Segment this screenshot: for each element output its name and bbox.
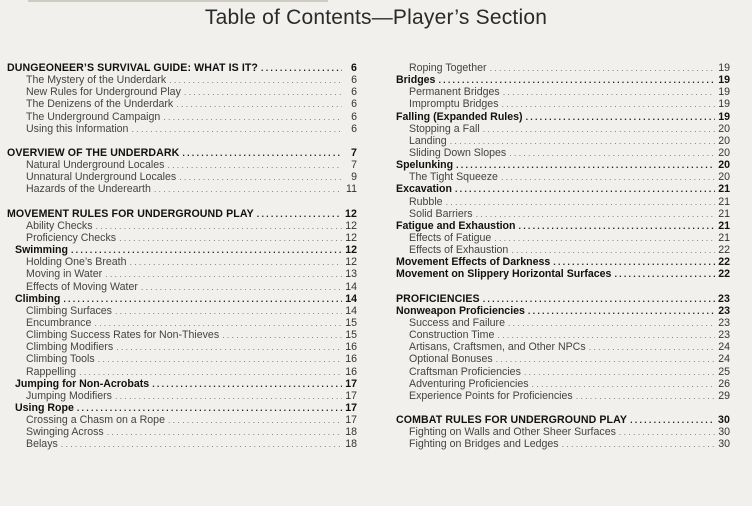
toc-entry-section[interactable] [396, 159, 730, 171]
dot-leader [63, 293, 342, 305]
dot-leader [131, 123, 342, 135]
toc-spacer [396, 281, 730, 293]
dot-leader [526, 111, 715, 123]
toc-entry-label: Artisans, Craftsmen, and Other NPCs [409, 341, 586, 354]
toc-entry-sub[interactable] [7, 123, 357, 135]
toc-entry-label: PROFICIENCIES [396, 292, 480, 305]
toc-entry-sub[interactable] [396, 232, 730, 244]
toc-entry-page-number: 6 [351, 110, 357, 123]
toc-entry-page-number: 12 [345, 256, 357, 269]
toc-entry-page-number: 21 [718, 207, 730, 220]
top-rule [28, 0, 328, 2]
toc-entry-sub[interactable] [396, 98, 730, 110]
toc-entry-page-number: 16 [345, 341, 357, 354]
toc-entry-page-number: 6 [351, 122, 357, 135]
dot-leader [176, 98, 342, 110]
toc-entry-sub[interactable] [7, 256, 357, 268]
toc-entry-page-number: 15 [345, 316, 357, 329]
toc-entry-label: Using this Information [26, 122, 129, 135]
toc-entry-sub[interactable] [7, 74, 357, 86]
toc-entry-label: Hazards of the Underearth [26, 183, 151, 196]
dot-leader [446, 196, 715, 208]
toc-entry-page-number: 20 [718, 122, 730, 135]
toc-entry-label: Effects of Moving Water [26, 280, 138, 293]
dot-leader [483, 123, 715, 135]
toc-entry-label: Rubble [409, 195, 443, 208]
toc-entry-section[interactable] [396, 256, 730, 268]
toc-entry-label: Swinging Across [26, 426, 104, 439]
toc-right-column [396, 62, 730, 451]
toc-entry-label: Movement on Slippery Horizontal Surfaces [396, 268, 612, 281]
toc-entry-page-number: 20 [718, 159, 730, 172]
dot-leader [528, 305, 715, 317]
toc-entry-label: Landing [409, 134, 447, 147]
toc-entry-page-number: 12 [345, 231, 357, 244]
dot-leader [532, 378, 715, 390]
toc-entry-label: Unnatural Underground Locales [26, 171, 177, 184]
toc-entry-label: Movement Effects of Darkness [396, 256, 551, 269]
dot-leader [116, 341, 342, 353]
toc-entry-label: DUNGEONEER’S SURVIVAL GUIDE: WHAT IS IT? [7, 62, 259, 74]
dot-leader [438, 74, 715, 86]
toc-entry-page-number: 12 [345, 244, 357, 257]
toc-entry-page-number: 20 [718, 134, 730, 147]
toc-entry-label: Bridges [396, 74, 436, 87]
dot-leader [619, 426, 715, 438]
toc-entry-page-number: 17 [345, 401, 357, 414]
toc-entry-sub[interactable] [7, 353, 357, 365]
toc-entry-label: Fatigue and Exhaustion [396, 219, 516, 232]
toc-entry-sub[interactable] [7, 366, 357, 378]
toc-entry-section[interactable] [7, 293, 357, 305]
toc-entry-page-number: 23 [718, 292, 730, 305]
dot-leader [476, 208, 715, 220]
toc-entry-page-number: 16 [345, 353, 357, 366]
toc-entry-page-number: 23 [718, 304, 730, 317]
dot-leader [511, 244, 715, 256]
dot-leader [222, 329, 342, 341]
dot-leader [154, 183, 342, 195]
toc-entry-sub[interactable] [7, 183, 357, 195]
dot-leader [169, 74, 342, 86]
toc-entry-sub[interactable] [396, 378, 730, 390]
toc-entry-sub[interactable] [7, 220, 357, 232]
toc-entry-label: Holding One’s Breath [26, 256, 127, 269]
dot-leader [167, 159, 342, 171]
toc-entry-sub[interactable] [7, 232, 357, 244]
dot-leader [179, 171, 342, 183]
toc-entry-label: Encumbrance [26, 316, 92, 329]
dot-leader [519, 220, 716, 232]
toc-entry-sub[interactable] [7, 281, 357, 293]
toc-entry-sub[interactable] [7, 111, 357, 123]
toc-entry-label: Roping Together [409, 62, 487, 74]
dot-leader [614, 268, 715, 280]
dot-leader [502, 98, 716, 110]
toc-entry-sub[interactable] [396, 438, 730, 450]
toc-entry-page-number: 6 [351, 74, 357, 87]
toc-entry-page-number: 17 [345, 377, 357, 390]
toc-entry-sub[interactable] [396, 62, 730, 74]
toc-entry-label: Effects of Fatigue [409, 231, 492, 244]
toc-entry-page-number: 19 [718, 62, 730, 74]
toc-entry-section[interactable] [396, 268, 730, 280]
toc-left-column [7, 62, 357, 451]
toc-entry-section[interactable] [7, 378, 357, 390]
toc-entry-label: Rappelling [26, 365, 77, 378]
toc-entry-label: Climbing Surfaces [26, 304, 112, 317]
toc-entry-label: Spelunking [396, 159, 454, 172]
toc-entry-section[interactable] [396, 220, 730, 232]
toc-entry-sub[interactable] [396, 123, 730, 135]
toc-entry-sub[interactable] [396, 366, 730, 378]
toc-entry-label: Falling (Expanded Rules) [396, 110, 523, 123]
toc-entry-page-number: 11 [346, 183, 357, 196]
toc-entry-label: Using Rope [15, 401, 74, 414]
dot-leader [576, 390, 715, 402]
toc-entry-page-number: 21 [718, 219, 730, 232]
toc-entry-label: Optional Bonuses [409, 353, 493, 366]
toc-entry-section[interactable] [7, 402, 357, 414]
toc-entry-label: Nonweapon Proficiencies [396, 304, 525, 317]
dot-leader [115, 305, 342, 317]
dot-leader [152, 378, 342, 390]
toc-entry-section[interactable] [7, 244, 357, 256]
toc-entry-label: Craftsman Proficiencies [409, 365, 521, 378]
toc-entry-page-number: 23 [718, 316, 730, 329]
dot-leader [261, 62, 342, 74]
toc-entry-sub[interactable] [396, 147, 730, 159]
dot-leader [503, 86, 715, 98]
toc-entry-label: Jumping Modifiers [26, 389, 112, 402]
toc-entry-page-number: 16 [345, 365, 357, 378]
toc-entry-chapter[interactable] [396, 414, 730, 426]
toc-entry-page-number: 22 [718, 268, 730, 281]
toc-entry-label: Impromptu Bridges [409, 98, 499, 111]
toc-entry-sub[interactable] [396, 208, 730, 220]
toc-entry-page-number: 14 [345, 292, 357, 305]
toc-entry-sub[interactable] [7, 414, 357, 426]
toc-entry-page-number: 17 [345, 414, 357, 427]
dot-leader [96, 220, 342, 232]
toc-entry-label: Fighting on Bridges and Ledges [409, 438, 559, 451]
toc-entry-label: Climbing Modifiers [26, 341, 114, 354]
toc-entry-sub[interactable] [7, 438, 357, 450]
toc-entry-sub[interactable] [396, 196, 730, 208]
toc-entry-sub[interactable] [7, 171, 357, 183]
toc-entry-chapter[interactable] [7, 147, 357, 159]
toc-entry-label: Effects of Exhaustion [409, 244, 509, 257]
dot-leader [98, 353, 342, 365]
toc-entry-section[interactable] [396, 305, 730, 317]
toc-entry-label: Construction Time [409, 329, 495, 342]
toc-entry-page-number: 6 [351, 98, 357, 111]
toc-spacer [7, 135, 357, 147]
toc-spacer [7, 196, 357, 208]
toc-entry-sub[interactable] [7, 341, 357, 353]
dot-leader [450, 135, 715, 147]
dot-leader [71, 244, 342, 256]
dot-leader [630, 414, 715, 426]
toc-entry-label: Climbing Tools [26, 353, 95, 366]
dot-leader [61, 438, 342, 450]
toc-entry-sub[interactable] [396, 329, 730, 341]
dot-leader [501, 171, 715, 183]
toc-entry-label: MOVEMENT RULES FOR UNDERGROUND PLAY [7, 207, 254, 220]
page-title: Table of Contents—Player’s Section [204, 6, 548, 29]
dot-leader [455, 183, 715, 195]
toc-entry-label: Adventuring Proficiencies [409, 377, 529, 390]
toc-entry-sub[interactable] [396, 390, 730, 402]
toc-entry-label: Belays [26, 438, 58, 451]
toc-entry-sub[interactable] [7, 86, 357, 98]
toc-entry-page-number: 18 [345, 426, 357, 439]
dot-leader [589, 341, 715, 353]
toc-entry-page-number: 26 [718, 377, 730, 390]
toc-entry-label: OVERVIEW OF THE UNDERDARK [7, 146, 180, 159]
dot-leader [562, 438, 715, 450]
dot-leader [168, 414, 342, 426]
toc-entry-sub[interactable] [396, 353, 730, 365]
dot-leader [119, 232, 342, 244]
toc-entry-label: Moving in Water [26, 268, 103, 281]
dot-leader [130, 256, 342, 268]
toc-entry-label: Jumping for Non-Acrobats [15, 377, 150, 390]
toc-entry-label: The Underground Campaign [26, 110, 161, 123]
dot-leader [107, 426, 342, 438]
toc-entry-page-number: 24 [718, 341, 730, 354]
toc-entry-page-number: 30 [718, 426, 730, 439]
toc-entry-page-number: 21 [718, 231, 730, 244]
toc-entry-page-number: 17 [345, 389, 357, 402]
toc-entry-label: Fighting on Walls and Other Sheer Surfaces [409, 426, 616, 439]
toc-entry-label: Climbing [15, 292, 61, 305]
dot-leader [497, 329, 715, 341]
toc-entry-sub[interactable] [7, 305, 357, 317]
dot-leader [105, 268, 342, 280]
dot-leader [79, 366, 342, 378]
toc-entry-page-number: 22 [718, 256, 730, 269]
toc-entry-label: Natural Underground Locales [26, 159, 165, 172]
toc-entry-label: Climbing Success Rates for Non-Thieves [26, 329, 220, 342]
dot-leader [163, 111, 342, 123]
toc-entry-label: COMBAT RULES FOR UNDERGROUND PLAY [396, 414, 628, 427]
toc-entry-sub[interactable] [396, 244, 730, 256]
toc-entry-label: Sliding Down Slopes [409, 146, 507, 159]
dot-leader [494, 232, 715, 244]
toc-entry-page-number: 30 [718, 414, 730, 427]
toc-entry-page-number: 30 [718, 438, 730, 451]
toc-entry-section[interactable] [396, 111, 730, 123]
dot-leader [456, 159, 715, 171]
toc-entry-label: Excavation [396, 183, 452, 196]
toc-entry-page-number: 29 [718, 389, 730, 402]
toc-entry-label: The Mystery of the Underdark [26, 74, 167, 87]
toc-entry-chapter[interactable] [7, 208, 357, 220]
dot-leader [141, 281, 342, 293]
dot-leader [509, 147, 715, 159]
toc-entry-sub[interactable] [7, 329, 357, 341]
toc-entry-label: Solid Barriers [409, 207, 473, 220]
toc-entry-sub[interactable] [7, 98, 357, 110]
toc-entry-page-number: 12 [345, 219, 357, 232]
toc-entry-sub[interactable] [7, 159, 357, 171]
toc-entry-page-number: 14 [345, 280, 357, 293]
toc-entry-section[interactable] [396, 183, 730, 195]
toc-entry-page-number: 13 [345, 268, 357, 281]
toc-entry-sub[interactable] [396, 135, 730, 147]
toc-entry-sub[interactable] [7, 268, 357, 280]
dot-leader [490, 62, 715, 74]
dot-leader [184, 86, 342, 98]
toc-entry-sub[interactable] [396, 171, 730, 183]
toc-entry-page-number: 20 [718, 146, 730, 159]
dot-leader [77, 402, 342, 414]
toc-entry-page-number: 19 [718, 110, 730, 123]
toc-entry-label: The Denizens of the Underdark [26, 98, 174, 111]
toc-entry-label: Success and Failure [409, 316, 505, 329]
dot-leader [524, 366, 715, 378]
toc-entry-chapter[interactable] [396, 293, 730, 305]
toc-entry-page-number: 22 [718, 244, 730, 257]
toc-entry-sub[interactable] [396, 317, 730, 329]
toc-entry-sub[interactable] [7, 426, 357, 438]
toc-entry-page-number: 24 [718, 353, 730, 366]
toc-entry-label: Experience Points for Proficiencies [409, 389, 573, 402]
toc-entry-label: Stopping a Fall [409, 122, 480, 135]
toc-entry-sub[interactable] [7, 317, 357, 329]
toc-entry-page-number: 23 [718, 329, 730, 342]
toc-entry-page-number: 18 [345, 438, 357, 451]
toc-entry-page-number: 15 [345, 329, 357, 342]
toc-entry-page-number: 7 [351, 159, 357, 172]
dot-leader [483, 293, 715, 305]
toc-entry-page-number: 9 [351, 171, 357, 184]
toc-entry-page-number: 12 [345, 207, 357, 220]
toc-entry-sub[interactable] [396, 426, 730, 438]
dot-leader [496, 353, 715, 365]
toc-entry-page-number: 21 [718, 195, 730, 208]
toc-entry-chapter[interactable] [7, 62, 357, 74]
toc-entry-page-number: 19 [718, 74, 730, 87]
dot-leader [182, 147, 342, 159]
dot-leader [94, 317, 342, 329]
toc-entry-page-number: 6 [351, 86, 357, 99]
toc-entry-section[interactable] [396, 74, 730, 86]
dot-leader [257, 208, 342, 220]
toc-entry-label: Permanent Bridges [409, 86, 500, 99]
toc-entry-label: Swimming [15, 244, 68, 257]
toc-entry-page-number: 21 [718, 183, 730, 196]
toc-entry-label: The Tight Squeeze [409, 171, 498, 184]
toc-entry-sub[interactable] [7, 390, 357, 402]
toc-entry-label: Proficiency Checks [26, 231, 117, 244]
toc-entry-page-number: 14 [345, 304, 357, 317]
toc-entry-page-number: 19 [718, 86, 730, 99]
toc-entry-page-number: 25 [718, 365, 730, 378]
dot-leader [508, 317, 715, 329]
toc-entry-page-number: 20 [718, 171, 730, 184]
toc-entry-sub[interactable] [396, 86, 730, 98]
toc-entry-sub[interactable] [396, 341, 730, 353]
toc-entry-label: Crossing a Chasm on a Rope [26, 414, 165, 427]
toc-entry-label: Ability Checks [26, 219, 93, 232]
toc-entry-page-number: 19 [718, 98, 730, 111]
toc-entry-page-number: 6 [351, 62, 357, 74]
toc-entry-label: New Rules for Underground Play [26, 86, 181, 99]
dot-leader [115, 390, 342, 402]
toc-spacer [396, 402, 730, 414]
dot-leader [553, 256, 715, 268]
toc-entry-page-number: 7 [351, 146, 357, 159]
